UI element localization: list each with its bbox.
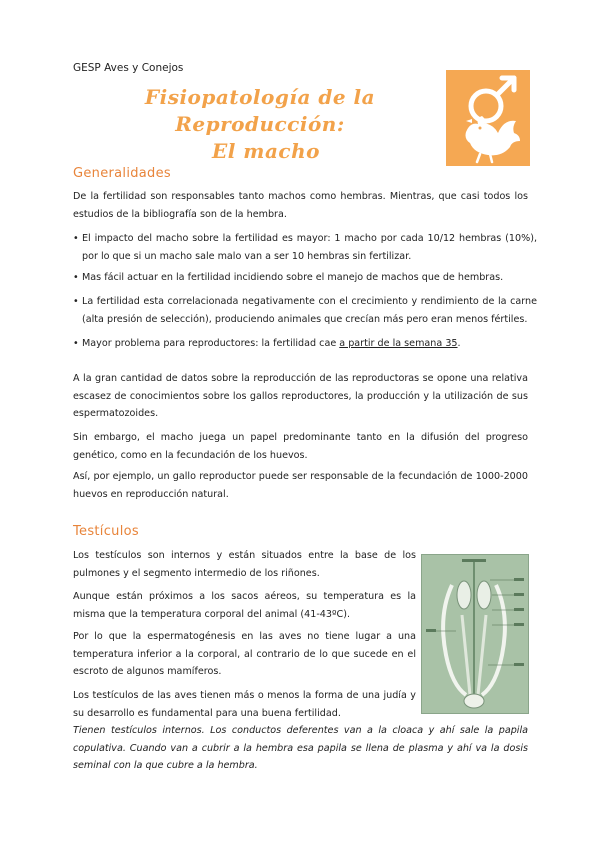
bullet-item <box>73 293 537 328</box>
bullet-dot: • <box>73 233 79 244</box>
bullet-item <box>73 335 537 353</box>
body-paragraph: Sin embargo, el macho juega un papel predominante tanto en la difusión del progreso genético, como en la fecundación de los huevos. <box>73 432 528 461</box>
bullet-text: El impacto del macho sobre la fertilidad es mayor: 1 macho por cada 10/12 hembras (10%), por lo que si un macho sale malo van a ser 10 hembras sin fertilizar. <box>82 233 537 262</box>
bullet-item <box>73 230 537 265</box>
body-paragraph: Así, por ejemplo, un gallo reproductor puede ser responsable de la fecundación de 1000-2000 huevos en reproducción natural. <box>73 471 528 500</box>
body-paragraph: A la gran cantidad de datos sobre la reproducción de las reproductoras se opone una relativa escasez de conocimientos sobre los gallos reproductores, la producción y la utilización de sus espermatozoides. <box>73 373 528 419</box>
testiculos-paragraph: Por lo que la espermatogénesis en las aves no tiene lugar a una temperatura inferior a la corporal, al contrario de lo que sucede en el escroto de algunos mamíferos. <box>73 631 416 677</box>
intro-paragraph: De la fertilidad son responsables tanto machos como hembras. Mientras, que casi todos los estudios de la bibliografía son de la hembra. <box>73 191 528 220</box>
page-title <box>80 84 440 165</box>
bullet-item <box>73 269 537 287</box>
bullet-text-end: . <box>457 338 461 349</box>
testiculos-paragraph: Los testículos son internos y están situados entre la base de los pulmones y el segmento intermedio de los riñones. <box>73 550 416 579</box>
title-line-2: El macho <box>212 139 320 163</box>
title-line-1: Fisiopatología de la Reproducción: <box>144 85 376 136</box>
testiculos-paragraph: Aunque están próximos a los sacos aéreos, su temperatura es la misma que la temperatura corporal del animal (41-43ºC). <box>73 591 416 620</box>
italic-note: Tienen testículos internos. Los conductos deferentes van a la cloaca y ahí sale la papila copulativa. Cuando van a cubrir a la hembra esa papila se llena de plasma y ahí va la dosis seminal con la que cubre a la hembra. <box>73 725 528 771</box>
bullet-dot: • <box>73 338 79 349</box>
bullet-text: Mas fácil actuar en la fertilidad incidiendo sobre el manejo de machos que de hembras. <box>82 272 504 283</box>
course-header: GESP Aves y Conejos <box>73 62 184 74</box>
bullet-dot: • <box>73 272 79 283</box>
bullet-text: La fertilidad esta correlacionada negativamente con el crecimiento y rendimiento de la carne (alta presión de selección), produciendo animales que crecían más pero eran menos fértiles. <box>82 296 537 325</box>
male-reproductive-anatomy-diagram <box>421 554 529 714</box>
section-heading-testiculos: Testículos <box>73 524 139 539</box>
underlined-week: a partir de la semana 35 <box>339 338 458 349</box>
bullet-text: Mayor problema para reproductores: la fertilidad cae <box>82 338 340 349</box>
section-heading-generalidades: Generalidades <box>73 166 171 181</box>
testiculos-paragraph: Los testículos de las aves tienen más o menos la forma de una judía y su desarrollo es fundamental para una buena fertilidad. <box>73 690 416 719</box>
bullet-dot: • <box>73 296 79 307</box>
male-symbol-rooster-icon <box>446 70 530 166</box>
